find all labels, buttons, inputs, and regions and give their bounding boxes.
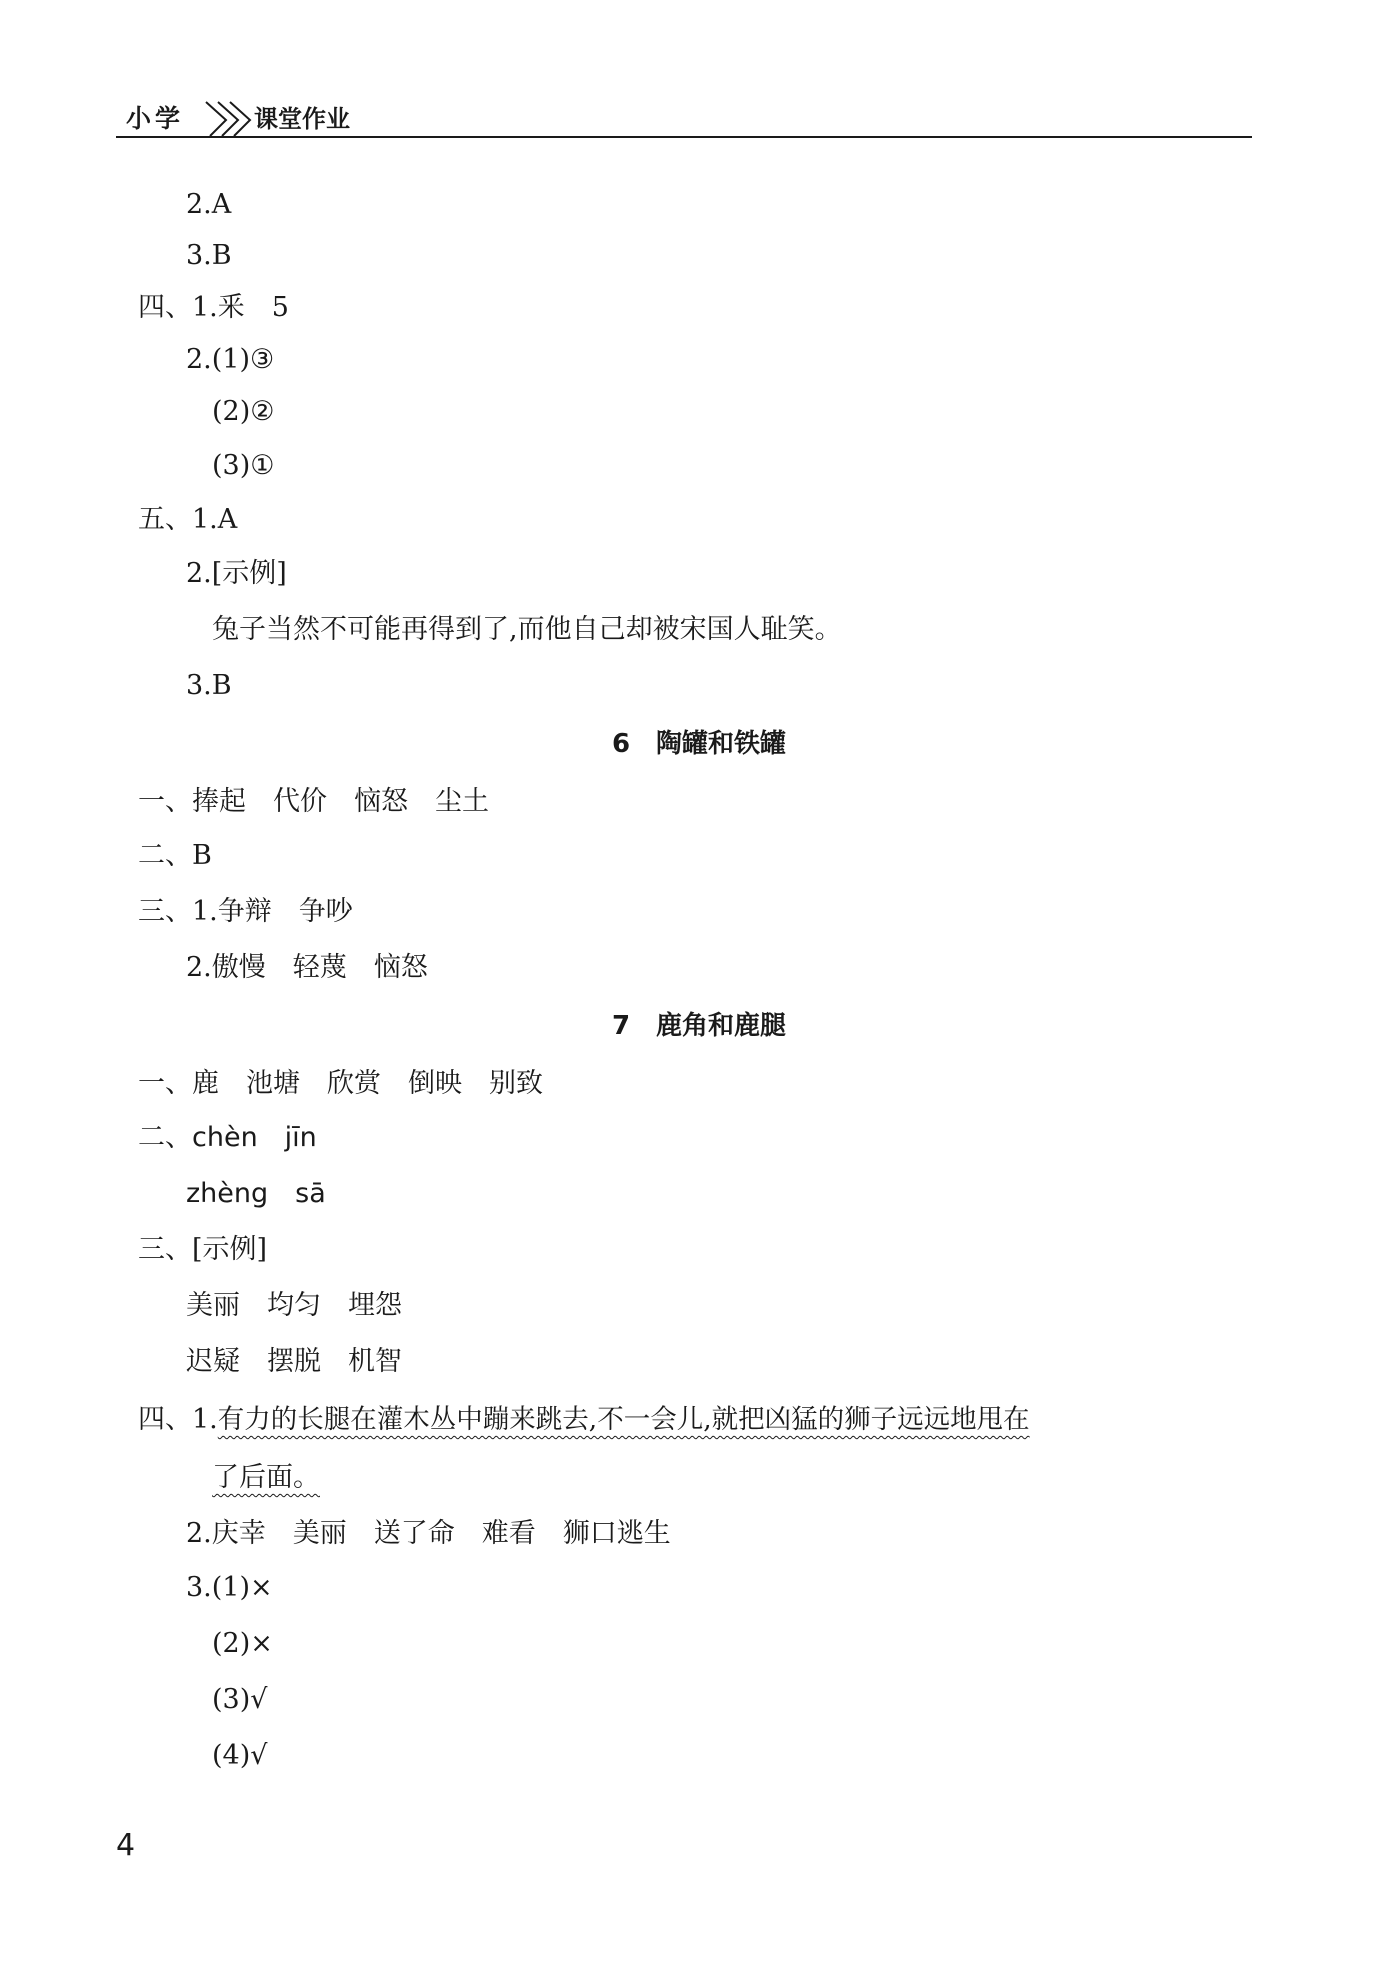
answer-text: 1.争辩 争吵 [192,896,353,927]
section-marker: 四、 [138,292,192,323]
answer-text: 捧起 代价 恼怒 尘土 [192,786,489,817]
answer-text: [示例] [192,1234,268,1265]
header-brand: 小学 [126,104,185,133]
answer-line: 3.(1)× [186,1572,273,1603]
answer-line: 3.B [186,240,232,271]
answer-line: (3)① [212,450,275,481]
answer-line [138,782,489,822]
section-marker: 三、 [138,896,192,927]
answer-line: (2)② [212,396,275,427]
pinyin-line: zhèng sā [186,1178,326,1209]
answer-line: (3)√ [212,1684,268,1715]
answer-line [138,288,289,328]
answer-line [138,1230,267,1270]
answer-text: B [192,840,212,871]
answer-line [138,836,212,876]
answer-line: 2.(1)③ [186,344,275,375]
answer-line [138,892,353,932]
section-marker: 五、 [138,504,192,535]
section-marker: 二、 [138,840,192,871]
running-header [116,100,1252,140]
wavy-underlined-sentence: 有力的长腿在灌木丛中蹦来跳去,不一会儿,就把凶猛的狮子远远地甩在 [217,1404,1030,1435]
pinyin-text: chèn jīn [192,1122,317,1153]
answer-line [212,1458,320,1498]
answer-line [138,1064,543,1104]
section-marker: 二、 [138,1122,192,1153]
section-marker: 三、 [138,1234,192,1265]
double-chevron-icon [200,98,260,138]
section-marker: 四、 [138,1404,192,1435]
answer-line [138,500,237,540]
page-number: 4 [116,1828,136,1863]
answer-text: 1.A [192,504,238,535]
answer-line: 2.庆幸 美丽 送了命 难看 狮口逃生 [186,1518,671,1549]
answer-text: 1.釆 5 [192,292,289,323]
answer-line: 2.A [186,189,232,220]
answer-line: 2.[示例] [186,558,287,589]
answer-line [138,1400,1030,1440]
header-title: 课堂作业 [254,105,350,133]
lesson-title: 7 鹿角和鹿腿 [611,1011,787,1041]
answer-number: 1. [192,1404,218,1435]
answer-line: 兔子当然不可能再得到了,而他自己却被宋国人耻笑。 [212,614,842,645]
answer-text: 鹿 池塘 欣赏 倒映 别致 [192,1068,543,1099]
answer-line [138,1118,317,1158]
answer-line: 3.B [186,670,232,701]
answer-line: (4)√ [212,1740,268,1771]
section-marker: 一、 [138,786,192,817]
section-marker: 一、 [138,1068,192,1099]
answer-line: 美丽 均匀 埋怨 [186,1290,402,1321]
answer-line: 2.傲慢 轻蔑 恼怒 [186,952,428,983]
header-rule [116,136,1252,138]
answer-line: 迟疑 摆脱 机智 [186,1346,402,1377]
wavy-underlined-sentence: 了后面。 [212,1462,320,1493]
answer-line: (2)× [212,1628,273,1659]
lesson-title: 6 陶罐和铁罐 [611,729,787,759]
